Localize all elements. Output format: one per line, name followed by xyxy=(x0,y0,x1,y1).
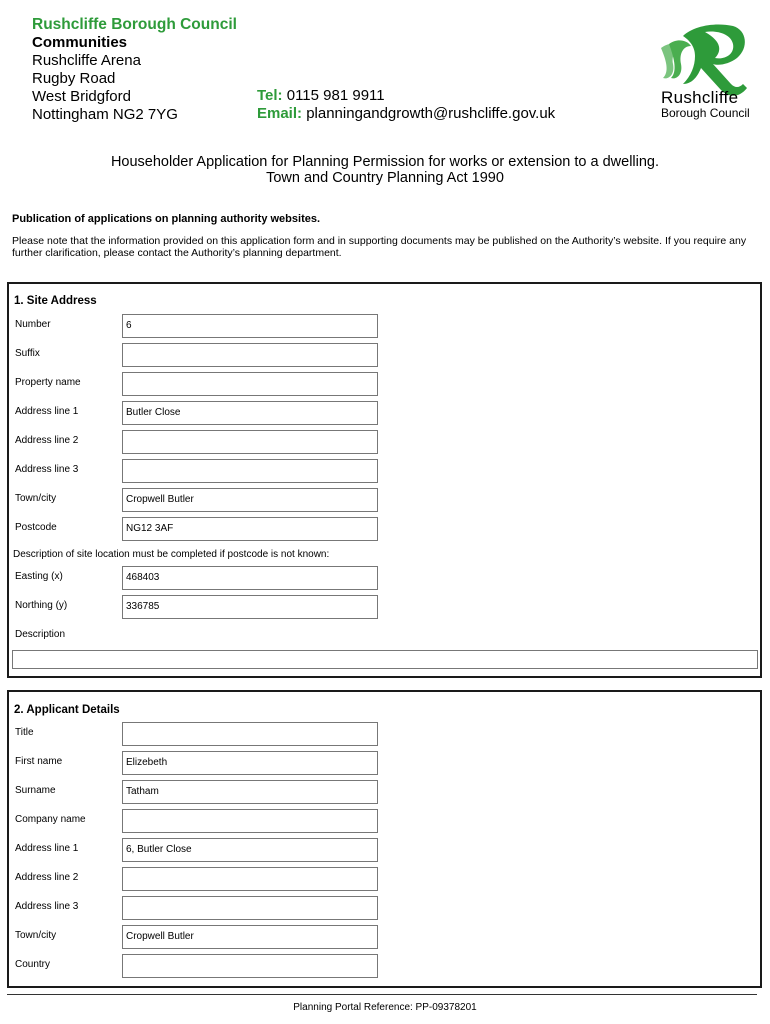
address-line: Rushcliffe Arena xyxy=(32,52,141,69)
address-line-3-field[interactable] xyxy=(122,459,378,483)
address-line-1-field[interactable]: Butler Close xyxy=(122,401,378,425)
council-name: Rushcliffe Borough Council xyxy=(32,16,237,33)
form-row xyxy=(9,925,760,949)
field-label: Address line 3 xyxy=(15,464,79,475)
form-row xyxy=(9,343,760,367)
applicant-details-section xyxy=(7,690,762,988)
country-field[interactable] xyxy=(122,954,378,978)
field-label: Easting (x) xyxy=(15,571,63,582)
form-row xyxy=(9,430,760,454)
form-row xyxy=(9,780,760,804)
form-row xyxy=(9,954,760,978)
form-row xyxy=(9,517,760,541)
form-row xyxy=(9,488,760,512)
contact-block xyxy=(257,87,555,123)
email-label: Email: xyxy=(257,105,303,122)
logo-name: Rushcliffe xyxy=(661,88,739,107)
field-label: Town/city xyxy=(15,493,57,504)
section-title: 2. Applicant Details xyxy=(14,704,120,716)
address-line: West Bridgford xyxy=(32,88,131,105)
field-label: First name xyxy=(15,756,63,767)
department-name: Communities xyxy=(32,34,128,51)
title-line-2: Town and Country Planning Act 1990 xyxy=(266,170,504,186)
surname-field[interactable]: Tatham xyxy=(122,780,378,804)
site-address-section xyxy=(7,282,762,678)
field-label: Northing (y) xyxy=(15,600,68,611)
form-row xyxy=(9,896,760,920)
field-label: Postcode xyxy=(15,522,57,533)
field-label: Address line 2 xyxy=(15,435,79,446)
suffix-field[interactable] xyxy=(122,343,378,367)
address-line-2-field[interactable] xyxy=(122,867,378,891)
easting-field[interactable]: 468403 xyxy=(122,566,378,590)
publication-heading: Publication of applications on planning authority websites. xyxy=(12,213,321,225)
address-line-1-field[interactable]: 6, Butler Close xyxy=(122,838,378,862)
email-link[interactable]: planningandgrowth@rushcliffe.gov.uk xyxy=(306,105,556,122)
field-label: Country xyxy=(15,959,51,970)
location-note: Description of site location must be completed if postcode is not known: xyxy=(13,549,330,560)
field-label: Address line 3 xyxy=(15,901,79,912)
footer-divider xyxy=(7,994,757,995)
address-line-3-field[interactable] xyxy=(122,896,378,920)
northing-field[interactable]: 336785 xyxy=(122,595,378,619)
form-row xyxy=(9,459,760,483)
logo-subtitle: Borough Council xyxy=(661,106,750,120)
field-label: Suffix xyxy=(15,348,40,359)
section-title: 1. Site Address xyxy=(14,295,97,307)
first-name-field[interactable]: Elizebeth xyxy=(122,751,378,775)
address-line: Nottingham NG2 7YG xyxy=(32,106,178,123)
field-label: Address line 1 xyxy=(15,843,79,854)
tel-value: 0115 981 9911 xyxy=(286,87,385,104)
field-label: Address line 1 xyxy=(15,406,79,417)
field-label: Surname xyxy=(15,785,56,796)
field-label: Title xyxy=(15,727,34,738)
title-line-1: Householder Application for Planning Permission for works or extension to a dwelling. xyxy=(110,154,660,170)
form-row xyxy=(9,809,760,833)
form-row xyxy=(9,595,760,619)
town-city-field[interactable]: Cropwell Butler xyxy=(122,925,378,949)
portal-reference: Planning Portal Reference: PP-09378201 xyxy=(293,1002,477,1013)
address-line-2-field[interactable] xyxy=(122,430,378,454)
council-address-block xyxy=(32,16,237,124)
title-field[interactable] xyxy=(122,722,378,746)
form-row xyxy=(9,867,760,891)
document-title xyxy=(0,154,770,186)
publication-note: Please note that the information provided on this application form and in supporting documents may be published on the Authority’s website. If you require any further clarification, please contact the Authority’s planning department. xyxy=(12,235,747,259)
field-label: Number xyxy=(15,319,51,330)
field-label: Property name xyxy=(15,377,81,388)
field-label: Address line 2 xyxy=(15,872,79,883)
tel-label: Tel: xyxy=(257,87,283,104)
form-row xyxy=(9,372,760,396)
form-row xyxy=(9,838,760,862)
property-name-field[interactable] xyxy=(122,372,378,396)
form-row xyxy=(9,722,760,746)
description-label: Description xyxy=(15,629,66,640)
form-row xyxy=(9,401,760,425)
form-row xyxy=(9,566,760,590)
address-line: Rugby Road xyxy=(32,70,116,87)
form-row xyxy=(9,751,760,775)
logo-text xyxy=(661,89,750,120)
field-label: Town/city xyxy=(15,930,57,941)
description-field[interactable] xyxy=(12,650,758,669)
field-label: Company name xyxy=(15,814,86,825)
town-city-field[interactable]: Cropwell Butler xyxy=(122,488,378,512)
company-name-field[interactable] xyxy=(122,809,378,833)
number-field[interactable]: 6 xyxy=(122,314,378,338)
form-row xyxy=(9,314,760,338)
postcode-field[interactable]: NG12 3AF xyxy=(122,517,378,541)
